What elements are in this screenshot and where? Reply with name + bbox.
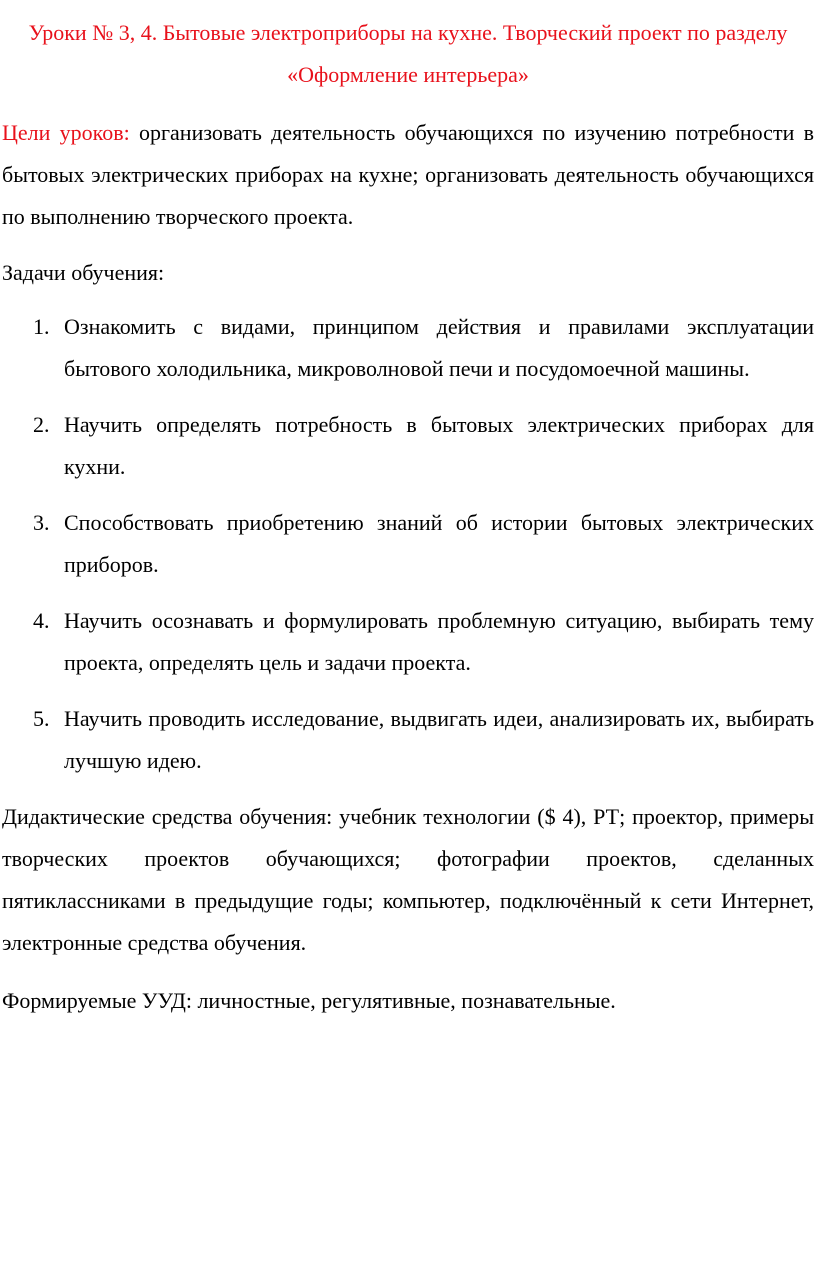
task-text: Научить осознавать и формулировать проблемную ситуацию, выбирать тему проекта, определять цель и задачи проекта. — [64, 608, 814, 675]
task-item — [2, 502, 814, 586]
goals-label: Цели уроков: — [2, 120, 130, 145]
task-number: 2. — [33, 412, 50, 437]
task-item — [2, 404, 814, 488]
task-text: Ознакомить с видами, принципом действия и правилами эксплуатации бытового холодильника, микроволновой печи и посудомоечной машины. — [64, 314, 814, 381]
tasks-heading: Задачи обучения: — [2, 260, 165, 285]
task-item — [2, 600, 814, 684]
task-number: 5. — [33, 706, 50, 731]
task-number: 4. — [33, 608, 50, 633]
goals-text: организовать деятельность обучающихся по изучению потребности в бытовых электрических приборах на кухне; организовать деятельность обучающихся по выполнению творческого проекта. — [2, 120, 814, 229]
task-number: 3. — [33, 510, 50, 535]
task-list — [2, 306, 814, 782]
uud-paragraph: Формируемые УУД: личностные, регулятивные, познавательные. — [2, 988, 616, 1013]
didactic-means-paragraph: Дидактические средства обучения: учебник технологии ($ 4), РТ; проектор, примеры творческих проектов обучающихся; фотографии проектов, сделанных пятиклассниками в предыдущие годы; компьютер, подключённый к сети Интернет, электронные средства обучения. — [2, 804, 814, 955]
task-number: 1. — [33, 314, 50, 339]
lesson-title: Уроки № 3, 4. Бытовые электроприборы на кухне. Творческий проект по разделу «Оформление интерьера» — [28, 20, 788, 87]
task-item — [2, 306, 814, 390]
task-text: Способствовать приобретению знаний об истории бытовых электрических приборов. — [64, 510, 814, 577]
goals-paragraph — [2, 112, 814, 238]
task-item — [2, 698, 814, 782]
task-text: Научить проводить исследование, выдвигать идеи, анализировать их, выбирать лучшую идею. — [64, 706, 814, 773]
task-text: Научить определять потребность в бытовых электрических приборах для кухни. — [64, 412, 814, 479]
